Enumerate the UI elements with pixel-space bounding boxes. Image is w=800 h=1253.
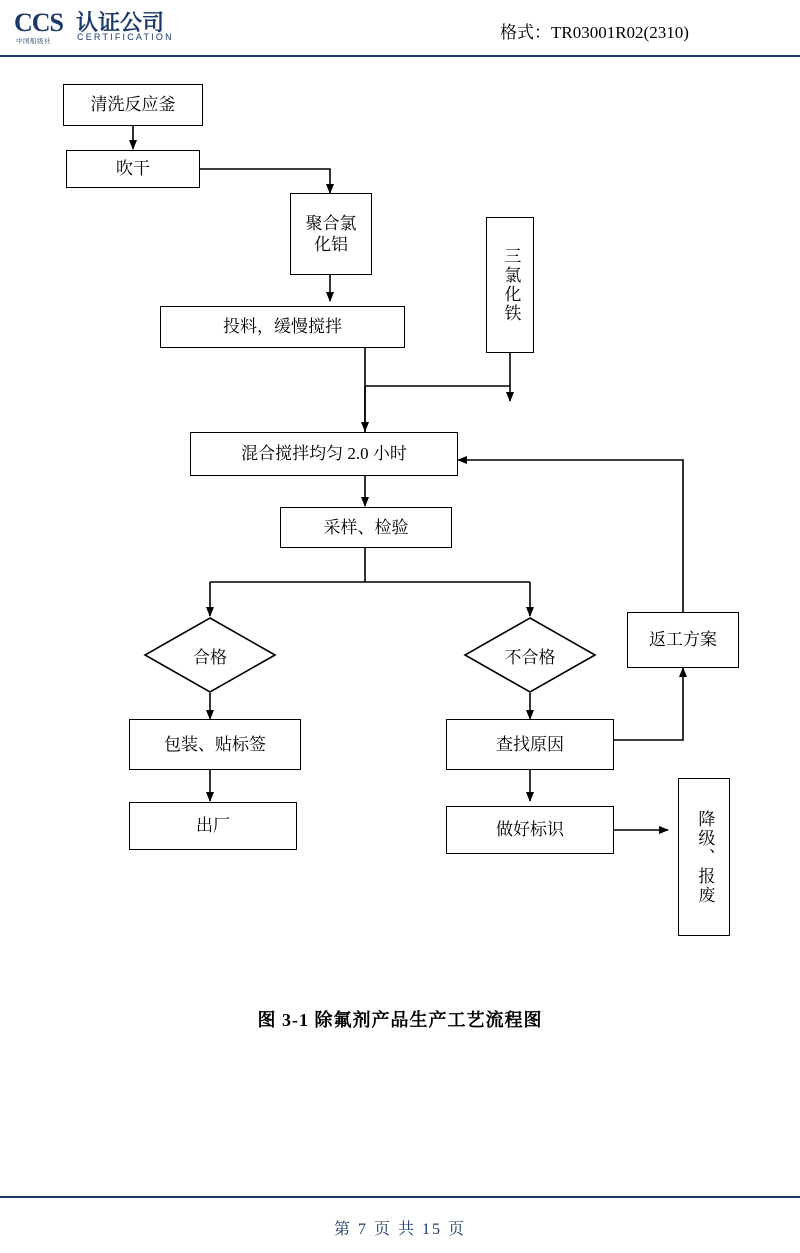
- page-header: [0, 0, 800, 56]
- node-label: 合格: [193, 647, 227, 667]
- node-unqualified: [463, 616, 597, 694]
- node-label: 投料，缓慢搅拌: [223, 317, 342, 337]
- node-mix-2h: [190, 432, 458, 476]
- node-label: 包装、贴标签: [164, 734, 266, 754]
- logo-subtitle-cn: 中国船级社: [16, 38, 51, 45]
- node-label: 吹干: [116, 159, 150, 179]
- node-label: 不合格: [504, 647, 556, 667]
- node-shipment: [129, 802, 297, 850]
- node-blow-dry: [66, 150, 200, 188]
- node-sampling-inspection: [280, 507, 452, 548]
- footer-divider: [0, 1196, 800, 1198]
- logo-subtitle-en: CERTIFICATION: [77, 32, 174, 42]
- node-label: 出厂: [196, 816, 230, 836]
- node-label: 返工方案: [649, 630, 717, 650]
- node-label: 做好标识: [496, 820, 564, 840]
- node-label: 采样、检验: [323, 517, 409, 537]
- node-qualified: [143, 616, 277, 694]
- node-feeding-slow-stirring: [160, 306, 405, 348]
- ccs-logo: [14, 6, 194, 50]
- node-label: 清洗反应釜: [90, 95, 176, 115]
- node-ferric-trichloride: [486, 217, 534, 353]
- node-downgrade-scrap: [678, 778, 730, 936]
- logo-company-name: 认证公司: [76, 10, 165, 35]
- figure-caption: 图 3-1 除氟剂产品生产工艺流程图: [257, 1010, 543, 1030]
- node-label: 聚合氯化铝: [305, 213, 357, 254]
- node-packaging-labeling: [129, 719, 301, 770]
- flowchart: [0, 56, 800, 1030]
- logo-ccs-text: CCS: [14, 8, 64, 37]
- node-rework-plan: [627, 612, 739, 668]
- node-label: 三氯化铁: [501, 247, 521, 323]
- form-code: 格式：TR03001R02(2310): [500, 23, 689, 42]
- node-label: 混合搅拌均匀 2.0 小时: [241, 444, 407, 464]
- page-number: 第 7 页 共 15 页: [333, 1221, 466, 1238]
- node-find-cause: [446, 719, 614, 770]
- node-label: 降级、报废: [695, 809, 715, 905]
- node-make-identification: [446, 806, 614, 854]
- node-poly-aluminium-chloride: [290, 193, 372, 275]
- node-clean-reactor: [63, 84, 203, 126]
- node-label: 查找原因: [496, 734, 564, 754]
